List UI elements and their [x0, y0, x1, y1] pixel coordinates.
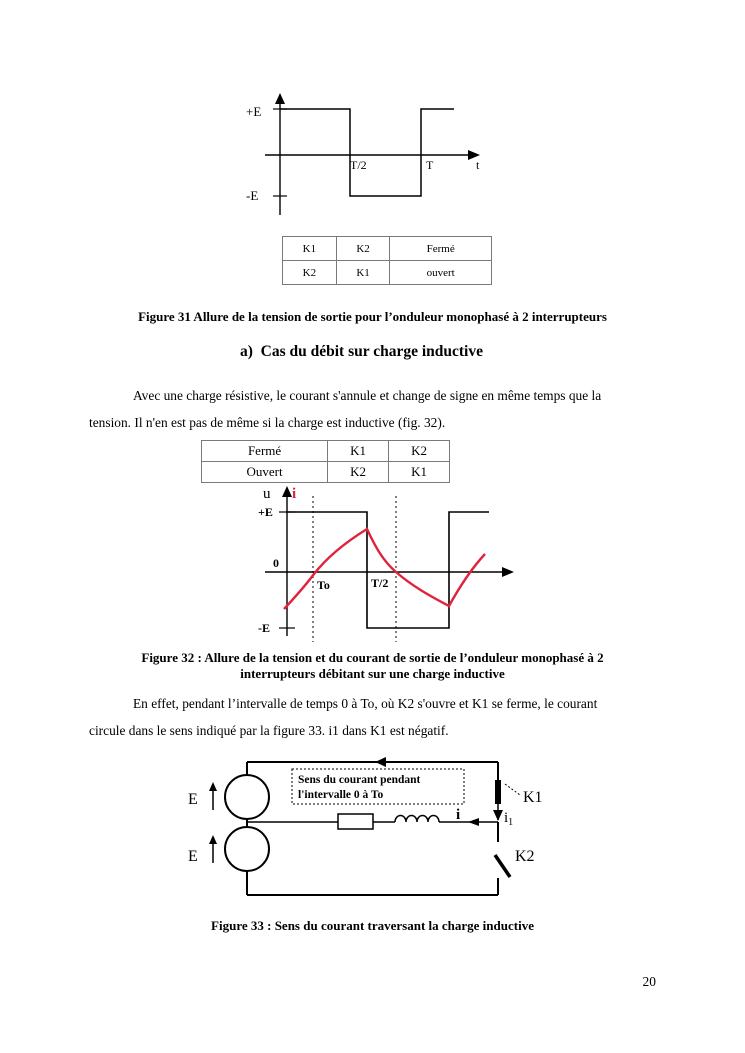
paragraph-1-line1: Avec une charge résistive, le courant s'annule et change de signe en même temps que la: [133, 388, 602, 403]
label-k2: K2: [515, 848, 535, 865]
label-time: t: [476, 158, 480, 172]
note-line2: l'intervalle 0 à To: [298, 789, 384, 801]
figure31-caption: Figure 31 Allure de la tension de sortie pour l’onduleur monophasé à 2 interrupteurs: [138, 309, 607, 324]
label-source-bottom: E: [188, 848, 198, 865]
figure31-switch-table: [282, 236, 492, 285]
y-axis-arrow: [282, 486, 292, 497]
voltage-source-bottom: [225, 827, 269, 871]
current-i-arrow: [468, 818, 479, 826]
label-i: i: [292, 486, 297, 502]
page-number: 20: [642, 974, 656, 989]
source-bottom-arrow: [209, 835, 217, 844]
label-u: u: [263, 486, 271, 502]
figure33-circuit: [175, 752, 565, 902]
table-row: Fermé K1 K2: [202, 441, 450, 462]
switch-k2: [495, 855, 510, 877]
section-heading: a) Cas du débit sur charge inductive: [240, 343, 483, 360]
label-to: To: [317, 578, 330, 592]
figure32-waveform: [250, 482, 520, 644]
paragraph-2: [89, 690, 656, 744]
source-top-arrow: [209, 782, 217, 791]
figure32-caption-line1: Figure 32 : Allure de la tension et du courant de sortie de l’onduleur monophasé à 2: [141, 650, 604, 665]
figure32-switch-table: [201, 440, 450, 483]
k1-pointer: [505, 784, 520, 795]
switch-k1: [495, 780, 501, 804]
paragraph-2-line1: En effet, pendant l’intervalle de temps 0 à To, où K2 s'ouvre et K1 se ferme, le courant: [133, 696, 598, 711]
note-direction-arrow: [375, 757, 386, 767]
table-row: K2 K1 ouvert: [283, 261, 492, 285]
t-axis-arrow: [502, 567, 514, 577]
label-source-top: E: [188, 791, 198, 808]
y-axis-arrow: [275, 93, 285, 104]
resistor: [338, 814, 373, 829]
label-minus-e: -E: [246, 188, 259, 203]
label-plus-e: +E: [258, 505, 273, 519]
table-row: K1 K2 Fermé: [283, 237, 492, 261]
label-half-period: T/2: [371, 576, 389, 590]
note-line1: Sens du courant pendant: [298, 774, 421, 786]
figure32-caption: [60, 650, 685, 682]
current-waveform: [284, 529, 485, 609]
label-zero: 0: [273, 556, 279, 570]
voltage-source-top: [225, 775, 269, 819]
table-row: Ouvert K2 K1: [202, 462, 450, 483]
label-current-i: i: [456, 807, 461, 823]
label-i1: $i_1$: [504, 810, 514, 828]
label-plus-e: +E: [246, 104, 262, 119]
paragraph-2-line2: circule dans le sens indiqué par la figure 33. i1 dans K1 est négatif.: [89, 723, 449, 738]
paragraph-1: [89, 382, 656, 436]
square-wave: [280, 109, 454, 196]
current-i1-arrow: [493, 810, 503, 821]
figure33-caption: Figure 33 : Sens du courant traversant la charge inductive: [211, 918, 534, 933]
label-minus-e: -E: [258, 621, 270, 635]
figure32-caption-line2: interrupteurs débitant sur une charge inductive: [240, 666, 505, 681]
paragraph-1-line2: tension. Il n'en est pas de même si la charge est inductive (fig. 32).: [89, 415, 446, 430]
label-k1: K1: [523, 789, 543, 806]
label-period: T: [426, 158, 434, 172]
figure31-waveform: [240, 90, 500, 225]
label-half-period: T/2: [350, 158, 367, 172]
